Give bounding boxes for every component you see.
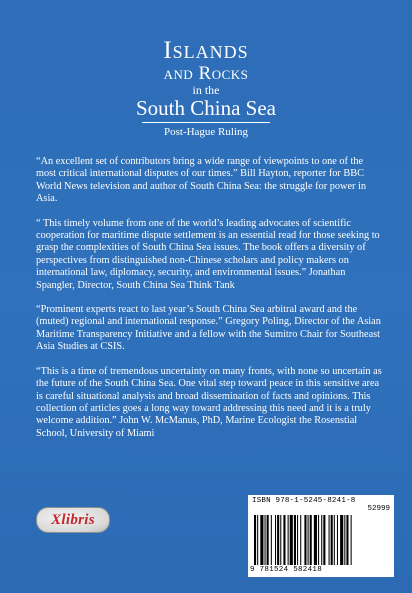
title-in-the: in the xyxy=(192,83,220,97)
barcode-bar xyxy=(314,515,317,565)
barcode-bar xyxy=(300,515,301,565)
barcode-bar xyxy=(310,515,312,565)
isbn-text: ISBN 978-1-5245-8241-8 xyxy=(252,497,356,505)
barcode-bar xyxy=(329,515,330,565)
barcode-bar xyxy=(280,515,281,565)
title-south-china-sea: South China Sea xyxy=(136,96,276,120)
barcode-bar xyxy=(288,515,289,565)
barcode-bar xyxy=(344,515,345,565)
barcode-bar xyxy=(297,515,298,565)
barcode-bar xyxy=(334,515,335,565)
review-mcmanus xyxy=(36,366,384,440)
barcode-bar xyxy=(277,515,279,565)
barcode-bar xyxy=(283,515,285,565)
review-text: “An excellent set of contributors bring a wide range of viewpoints to one of the most critical international disputes of our times.” Bill Hayton, reporter for BBC World News television and author of South China Sea: the struggle for power in Asia. xyxy=(36,156,367,205)
barcode-bar xyxy=(337,515,338,565)
barcode-bar xyxy=(351,515,352,565)
barcode-bar xyxy=(346,515,348,565)
barcode-bar xyxy=(265,515,266,565)
barcode-bar xyxy=(257,515,258,565)
barcode-box xyxy=(248,495,394,577)
barcode-bar xyxy=(271,515,272,565)
publisher-logo xyxy=(36,507,110,533)
title-divider xyxy=(142,122,270,123)
review-text: “Prominent experts react to last year’s South China Sea arbitral award and the (muted) regional and international response.” Gregory Poling, Director of the Asian Maritime Transparency Initiative and a fellow with the Sumitro Chair for Southeast Asia Studies at CSIS. xyxy=(36,304,381,353)
barcode-bar xyxy=(290,515,293,565)
barcode-bar xyxy=(267,515,269,565)
review-poling xyxy=(36,304,384,354)
review-text: “ This timely volume from one of the world’s leading advocates of scientific cooperation for maritime dispute settlement is an essential read for those seeking to grasp the complexities of South China Sea issues. The book offers a diversity of perspectives from distinguished non-Chinese scholars and policy makers on international law, diplomacy, security, and environmental issues.” Jonathan Spangler, Director, South China Sea Think Tank xyxy=(36,217,380,291)
title-islands: Islands xyxy=(163,37,249,64)
barcode-bar xyxy=(275,515,276,565)
barcode-bar xyxy=(304,515,306,565)
title-block xyxy=(0,38,412,139)
subtitle: Post-Hague Ruling xyxy=(163,126,249,138)
publisher-name: Xlibris xyxy=(51,511,95,528)
reviews xyxy=(36,156,384,452)
barcode-bar xyxy=(321,515,322,565)
barcode-bar xyxy=(294,515,296,565)
barcode-bar xyxy=(308,515,309,565)
barcode-bar xyxy=(254,515,256,565)
barcode-bar xyxy=(323,515,325,565)
barcode-bar xyxy=(331,515,333,565)
barcode-bar xyxy=(340,515,343,565)
barcode-bar xyxy=(318,515,319,565)
title-and-rocks: and Rocks xyxy=(163,63,249,84)
review-spangler xyxy=(36,218,384,292)
review-hayton xyxy=(36,156,384,206)
barcode-bars xyxy=(252,515,390,565)
barcode-number: 9 781524 582418 xyxy=(250,566,323,574)
barcode-bar xyxy=(260,515,263,565)
review-text: “This is a time of tremendous uncertainty on many fronts, with none so uncertain as the future of the South China Sea. One vital step toward peace in this sensitive area is careful situational analysis and broad dissemination of facts and opinions. This collection of articles goes a long way toward addressing this need and it is a truly welcome addition.” John W. McManus, PhD, Marine Ecologist the Rosenstial School, University of Miami xyxy=(36,365,382,439)
price-code: 52999 xyxy=(367,505,390,513)
